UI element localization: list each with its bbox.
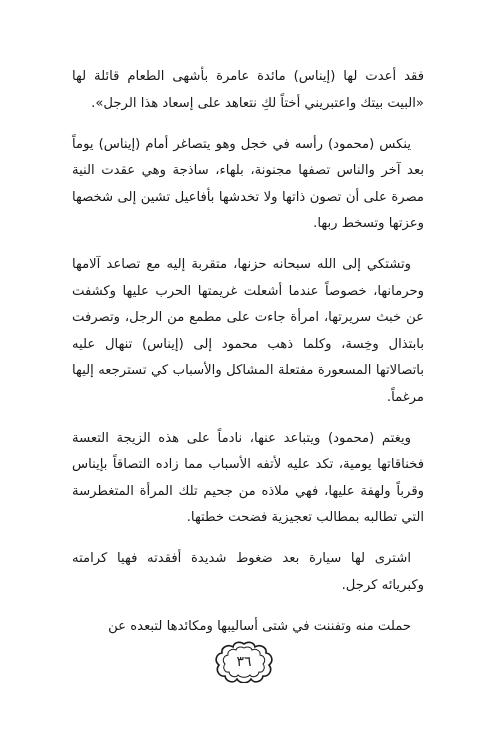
paragraph-1: فقد أعدت لها (إيناس) مائدة عامرة بأشهى الطعام قائلة لها «البيت بيتك واعتبريني أختاً لكِ نتعاهد على إسعاد هذا الرجل». [72, 69, 424, 111]
page-number-badge [214, 641, 274, 683]
paragraph-2: ينكس (محمود) رأسه في خجل وهو يتصاغر أمام (إيناس) يوماً بعد آخر والناس تصفها مجنونة، بلهاء، ساذجة وهي عقدت النية مصرة على أن تصون ذاتها ولا تخدشها بأفاعيل تشين إلى شخصها وعزتها وتسخط ربها. [72, 136, 424, 231]
paragraph-6: حملت منه وتفننت في شتى أساليبها ومكائدها لتبعده عن [108, 618, 411, 634]
paragraph-4: ويغتم (محمود) ويتباعد عنها، نادماً على هذه الزيجة التعسة فخناقاتها يومية، تكد عليه لأتفه الأسباب مما زاده التصاقاً بإيناس وقرباً ولهفة عليها، فهي ملاذه من جحيم تلك المرأة المتغطرسة التي تطالبه بمطالب تعجيزية فضحت خطتها. [72, 430, 424, 525]
paragraph-5: اشترى لها سيارة بعد ضغوط شديدة أفقدته فهيا كرامته وكبريائه كرجل. [72, 551, 424, 593]
page-number: ٣٦ [236, 654, 252, 670]
paragraph-3: وتشتكي إلى الله سبحانه حزنها، متقربة إليه مع تصاعد آلامها وحرمانها، خصوصاً عندما أشعلت غريمتها الحرب عليها وكشفت عن خبث سريرتها، امرأة جاءت على مطمع من الرجل، وتصرفت بابتذال وخِسة، وكلما ذهب محمود إلى (إيناس) تنهال عليه باتصالاتها المسعورة مفتعلة المشاكل والأسباب كي تسترجعه إليها مرغماً. [72, 257, 424, 405]
body-text [72, 64, 424, 655]
